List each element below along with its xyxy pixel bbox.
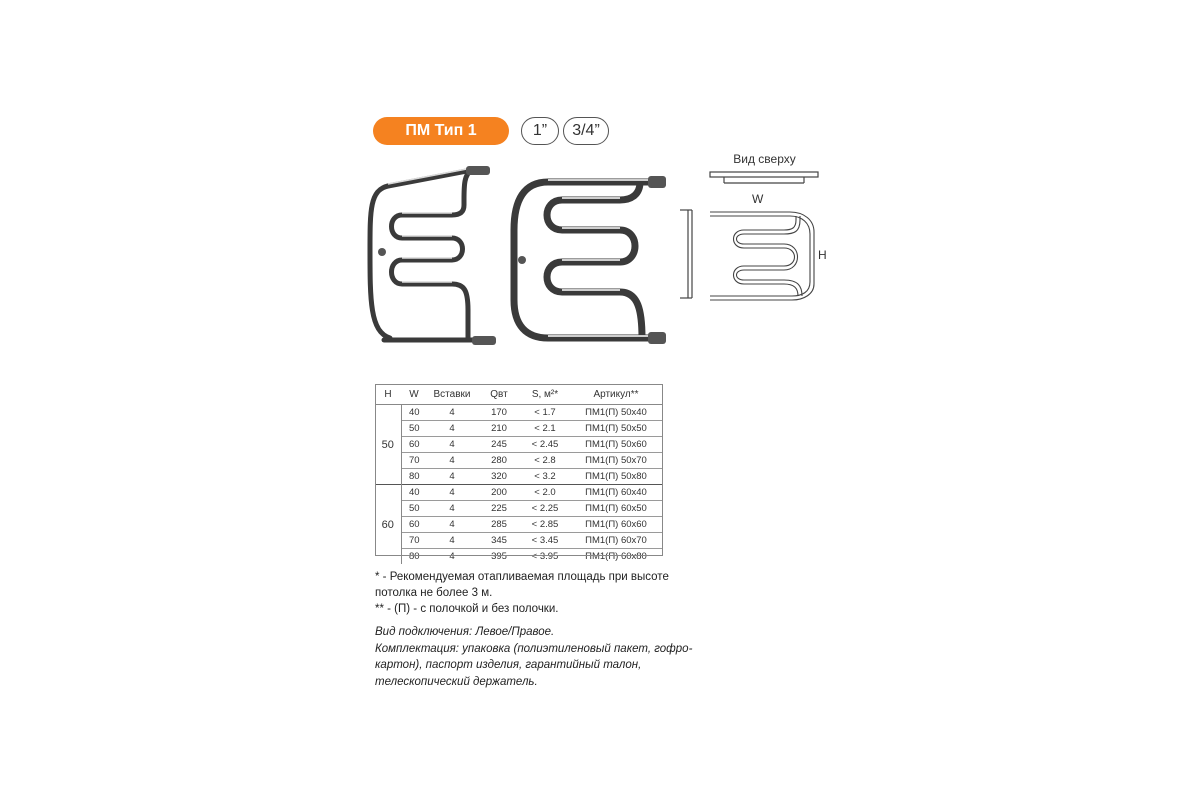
- cell-w: 40: [401, 485, 427, 501]
- cell-inserts: 4: [427, 533, 477, 549]
- cell-inserts: 4: [427, 421, 477, 437]
- cell-area: < 1.7: [521, 405, 569, 421]
- specs-table: [375, 384, 663, 564]
- cell-article: ПМ1(П) 50х80: [569, 469, 663, 485]
- cell-power: 395: [477, 549, 521, 565]
- header-power: Qвт: [477, 384, 521, 405]
- top-view-label: Вид сверху: [733, 152, 796, 166]
- side-view-diagram: [676, 206, 696, 302]
- cell-power: 285: [477, 517, 521, 533]
- cell-article: ПМ1(П) 50х70: [569, 453, 663, 469]
- table-row: [375, 549, 663, 565]
- cell-article: ПМ1(П) 50х40: [569, 405, 663, 421]
- cell-power: 210: [477, 421, 521, 437]
- table-row: [375, 501, 663, 517]
- table-row: [375, 485, 663, 501]
- cell-article: ПМ1(П) 50х60: [569, 437, 663, 453]
- cell-area: < 3.45: [521, 533, 569, 549]
- header-w: W: [401, 384, 427, 405]
- cell-inserts: 4: [427, 517, 477, 533]
- table-header-row: [375, 384, 663, 405]
- footnotes: [375, 569, 705, 617]
- cell-inserts: 4: [427, 549, 477, 565]
- cell-power: 280: [477, 453, 521, 469]
- cell-w: 50: [401, 421, 427, 437]
- cell-power: 245: [477, 437, 521, 453]
- header-article: Артикул**: [569, 384, 663, 405]
- cell-inserts: 4: [427, 437, 477, 453]
- cell-article: ПМ1(П) 60х80: [569, 549, 663, 565]
- footnote-area: * - Рекомендуемая отапливаемая площадь при высоте потолка не более 3 м.: [375, 571, 669, 599]
- table-row: [375, 533, 663, 549]
- size-tag-3-4-inch: 3/4”: [563, 117, 609, 145]
- size-tag-1-inch: 1”: [521, 117, 559, 145]
- cell-inserts: 4: [427, 405, 477, 421]
- cell-power: 200: [477, 485, 521, 501]
- table-row: [375, 517, 663, 533]
- cell-area: < 2.1: [521, 421, 569, 437]
- cell-area: < 2.45: [521, 437, 569, 453]
- cell-inserts: 4: [427, 453, 477, 469]
- cell-w: 80: [401, 469, 427, 485]
- height-group-cell: 60: [375, 485, 401, 565]
- package-contents: Комплектация: упаковка (полиэтиленовый пакет, гофро-картон), паспорт изделия, гарантийный талон, телескопический держатель.: [375, 642, 693, 688]
- cell-area: < 2.25: [521, 501, 569, 517]
- width-label: W: [752, 192, 764, 206]
- cell-inserts: 4: [427, 485, 477, 501]
- height-group-cell: 50: [375, 405, 401, 485]
- model-tag: ПМ Тип 1: [373, 117, 509, 145]
- footnote-shelf: ** - (П) - с полочкой и без полочки.: [375, 603, 559, 615]
- cell-article: ПМ1(П) 60х70: [569, 533, 663, 549]
- cell-w: 60: [401, 517, 427, 533]
- table-row: [375, 405, 663, 421]
- cell-power: 170: [477, 405, 521, 421]
- front-view-diagram: [708, 206, 820, 304]
- cell-power: 225: [477, 501, 521, 517]
- table-row: [375, 453, 663, 469]
- cell-article: ПМ1(П) 60х60: [569, 517, 663, 533]
- header-area: S, м²*: [521, 384, 569, 405]
- cell-area: < 2.8: [521, 453, 569, 469]
- cell-power: 345: [477, 533, 521, 549]
- towel-dryer-shelf-photo: [360, 160, 500, 355]
- height-label: H: [818, 248, 827, 262]
- header-inserts: Вставки: [427, 384, 477, 405]
- cell-w: 50: [401, 501, 427, 517]
- cell-article: ПМ1(П) 50х50: [569, 421, 663, 437]
- cell-area: < 2.85: [521, 517, 569, 533]
- cell-area: < 3.95: [521, 549, 569, 565]
- top-view-diagram: [708, 168, 820, 186]
- table-row: [375, 437, 663, 453]
- cell-inserts: 4: [427, 501, 477, 517]
- table-row: [375, 469, 663, 485]
- cell-power: 320: [477, 469, 521, 485]
- cell-w: 40: [401, 405, 427, 421]
- header-h: H: [375, 384, 401, 405]
- towel-dryer-photo: [500, 160, 675, 355]
- cell-w: 70: [401, 453, 427, 469]
- cell-article: ПМ1(П) 60х40: [569, 485, 663, 501]
- cell-w: 70: [401, 533, 427, 549]
- cell-article: ПМ1(П) 60х50: [569, 501, 663, 517]
- cell-area: < 2.0: [521, 485, 569, 501]
- product-info: [375, 624, 715, 690]
- connection-type: Вид подключения: Левое/Правое.: [375, 626, 555, 638]
- cell-w: 80: [401, 549, 427, 565]
- cell-w: 60: [401, 437, 427, 453]
- cell-inserts: 4: [427, 469, 477, 485]
- table-row: [375, 421, 663, 437]
- cell-area: < 3.2: [521, 469, 569, 485]
